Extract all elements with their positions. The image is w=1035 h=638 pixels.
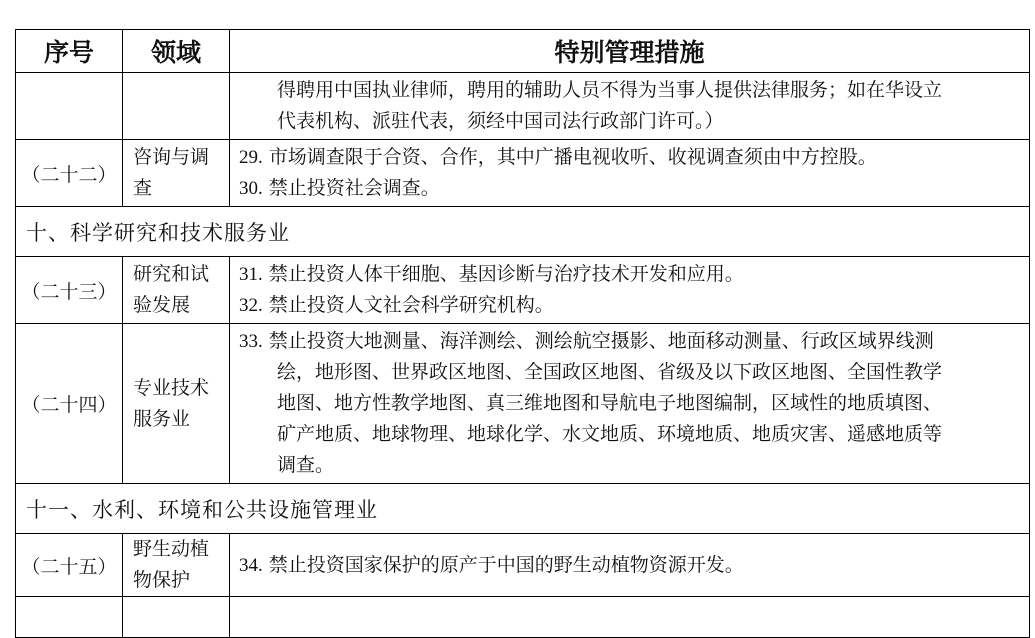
domain-line: 服务业 [133, 407, 191, 430]
section-title: 十一、水利、环境和公共设施管理业 [16, 484, 1030, 534]
continuation-seq-cell [16, 73, 123, 140]
item-number: 34. [239, 554, 263, 576]
table-row [16, 324, 1030, 484]
row-domain [123, 257, 230, 324]
row-domain [123, 140, 230, 207]
partial-cell [123, 597, 230, 638]
continuation-measures-cell [230, 73, 1030, 140]
item-text-line: 地图、地方性教学地图、真三维地图和导航电子地图编制，区域性的地质填图、 [277, 392, 943, 414]
special-measures-table [15, 29, 1030, 638]
measure-item [239, 142, 1021, 173]
continuation-domain-cell [123, 73, 230, 140]
section-row [16, 484, 1030, 534]
domain-line: 物保护 [133, 569, 191, 591]
item-number: 29. [239, 147, 263, 168]
item-text: 市场调查限于合资、合作，其中广播电视收听、收视调查须由中方控股。 [268, 146, 877, 168]
row-measures [230, 257, 1030, 324]
row-seq: （二十四） [16, 324, 123, 484]
table-row [16, 534, 1030, 597]
row-measures [230, 534, 1030, 597]
row-seq: （二十三） [16, 257, 123, 324]
table-row [16, 257, 1030, 324]
item-number: 33. [239, 331, 263, 352]
row-domain [123, 534, 230, 597]
measure-item [239, 326, 1021, 357]
domain-line: 专业技术 [133, 376, 210, 399]
partial-cell [16, 597, 123, 638]
header-measures: 特别管理措施 [230, 30, 1030, 73]
domain-line: 查 [133, 177, 153, 199]
item-text: 禁止投资人文社会科学研究机构。 [268, 294, 554, 316]
item-text: 禁止投资国家保护的原产于中国的野生动植物资源开发。 [268, 553, 744, 576]
item-text-line: 绘，地形图、世界政区地图、全国政区地图、省级及以下政区地图、全国性教学 [277, 361, 943, 383]
item-text-line: 矿产地质、地球物理、地球化学、水文地质、环境地质、地质灾害、遥感地质等 [277, 423, 943, 445]
continuation-line: 代表机构、派驻代表，须经中国司法行政部门许可。） [277, 110, 724, 132]
header-seq: 序号 [16, 30, 123, 73]
table-header-row [16, 30, 1030, 73]
measure-item [239, 259, 1021, 290]
row-seq: （二十五） [16, 534, 123, 597]
item-text: 禁止投资人体干细胞、基因诊断与治疗技术开发和应用。 [268, 263, 744, 285]
item-text-line: 禁止投资大地测量、海洋测绘、测绘航空摄影、地面移动测量、行政区域界线测 [268, 330, 934, 352]
partial-cell [230, 597, 1030, 638]
continuation-row [16, 73, 1030, 140]
section-row [16, 207, 1030, 257]
continuation-line: 得聘用中国执业律师，聘用的辅助人员不得为当事人提供法律服务；如在华设立 [277, 79, 943, 101]
section-title: 十、科学研究和技术服务业 [16, 207, 1030, 257]
row-seq: （二十二） [16, 140, 123, 207]
item-number: 30. [239, 178, 263, 199]
domain-line: 咨询与调 [133, 146, 210, 168]
item-text: 禁止投资社会调查。 [268, 177, 440, 199]
domain-line: 野生动植 [133, 538, 210, 560]
item-number: 32. [239, 295, 263, 316]
domain-line: 验发展 [133, 294, 191, 316]
item-number: 31. [239, 264, 263, 285]
row-measures [230, 324, 1030, 484]
row-measures [230, 140, 1030, 207]
measure-item [239, 173, 1021, 204]
domain-line: 研究和试 [133, 263, 210, 285]
table-row [16, 140, 1030, 207]
header-domain: 领域 [123, 30, 230, 73]
measure-item [239, 290, 1021, 321]
next-row-partial [16, 597, 1030, 638]
measure-item [239, 550, 1021, 581]
item-text-line: 调查。 [277, 454, 335, 476]
row-domain [123, 324, 230, 484]
